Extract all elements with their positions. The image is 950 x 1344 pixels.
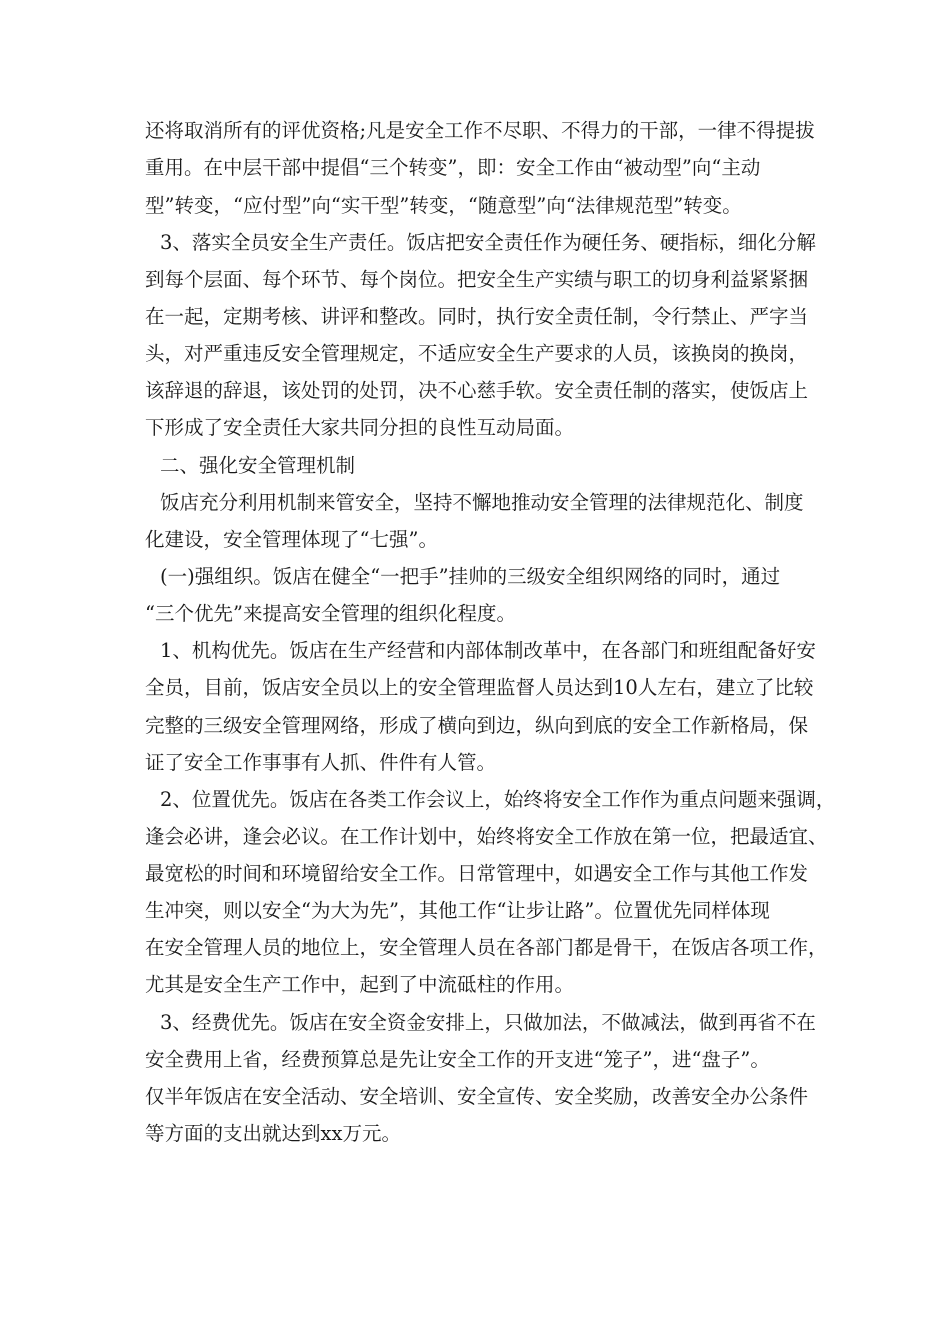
text-line: 头，对严重违反安全管理规定，不适应安全生产要求的人员，该换岗的换岗，	[145, 342, 809, 365]
section-heading: 二、强化安全管理机制	[160, 454, 356, 477]
text-line: 完整的三级安全管理网络，形成了横向到边，纵向到底的安全工作新格局，保	[145, 714, 809, 737]
text-line: 最宽松的时间和环境留给安全工作。日常管理中，如遇安全工作与其他工作发	[145, 862, 809, 885]
text-line: 该辞退的辞退，该处罚的处罚，决不心慈手软。安全责任制的落实，使饭店上	[145, 379, 809, 402]
text-line: 到每个层面、每个环节、每个岗位。把安全生产实绩与职工的切身利益紧紧捆	[145, 268, 809, 291]
text-line: 在安全管理人员的地位上，安全管理人员在各部门都是骨干，在饭店各项工作，	[145, 936, 828, 959]
text-line: 饭店充分利用机制来管安全，坚持不懈地推动安全管理的法律规范化、制度	[160, 491, 804, 514]
text-line: 生冲突，则以安全“为大为先”，其他工作“让步让路”。位置优先同样体现	[145, 899, 770, 922]
text-line: 还将取消所有的评优资格;凡是安全工作不尽职、不得力的干部，一律不得提拔	[145, 119, 815, 142]
text-line: 3、落实全员安全生产责任。饭店把安全责任作为硬任务、硬指标，细化分解	[160, 231, 816, 254]
text-line: 仅半年饭店在安全活动、安全培训、安全宣传、安全奖励，改善安全办公条件	[145, 1085, 809, 1108]
text-line: 重用。在中层干部中提倡“三个转变”，即：安全工作由“被动型”向“主动	[145, 156, 761, 179]
text-line: 安全费用上省，经费预算总是先让安全工作的开支进“笼子”，进“盘子”。	[145, 1048, 770, 1071]
text-line: 1、机构优先。饭店在生产经营和内部体制改革中，在各部门和班组配备好安	[160, 639, 816, 662]
text-line: 逢会必讲，逢会必议。在工作计划中，始终将安全工作放在第一位，把最适宜、	[145, 825, 828, 848]
text-line: 型”转变，“应付型”向“实干型”转变，“随意型”向“法律规范型”转变。	[145, 194, 742, 217]
text-line: 等方面的支出就达到xx万元。	[145, 1122, 401, 1145]
text-line: 尤其是安全生产工作中，起到了中流砥柱的作用。	[145, 973, 575, 996]
text-line: (一)强组织。饭店在健全“一把手”挂帅的三级安全组织网络的同时，通过	[160, 565, 781, 588]
text-line: 证了安全工作事事有人抓、件件有人管。	[145, 751, 497, 774]
text-line: 3、经费优先。饭店在安全资金安排上，只做加法，不做减法，做到再省不在	[160, 1011, 816, 1034]
text-line: 在一起，定期考核、讲评和整改。同时，执行安全责任制，令行禁止、严字当	[145, 305, 809, 328]
text-line: 全员，目前，饭店安全员以上的安全管理监督人员达到10人左右，建立了比较	[145, 676, 814, 699]
text-line: 2、位置优先。饭店在各类工作会议上，始终将安全工作作为重点问题来强调，	[160, 788, 836, 811]
text-line: 下形成了安全责任大家共同分担的良性互动局面。	[145, 416, 575, 439]
text-line: 化建设，安全管理体现了“七强”。	[145, 528, 438, 551]
text-line: “三个优先”来提高安全管理的组织化程度。	[145, 602, 516, 625]
